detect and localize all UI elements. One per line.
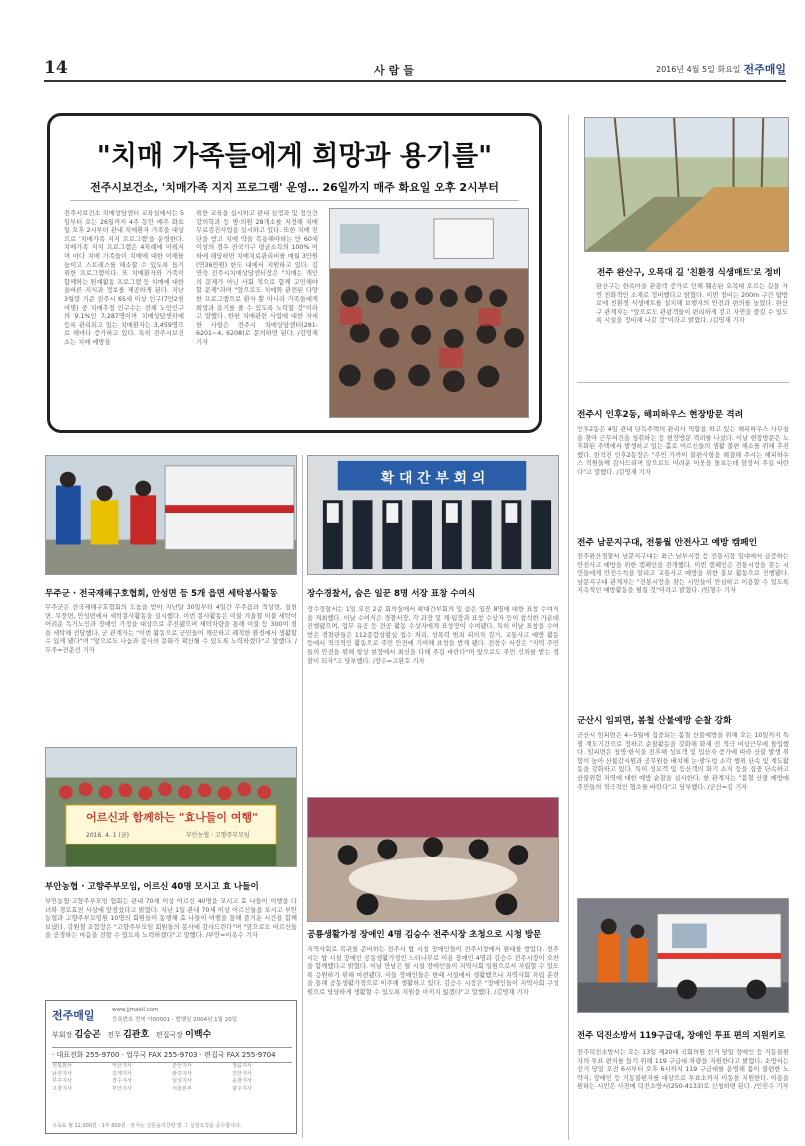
wansan-headline: 전주 완산구, 오목대 길 '친환경 식생매트'로 정비 [597, 268, 782, 278]
muju-headline: 무주군 · 전국재해구호협회, 안성면 등 5개 읍면 세탁봉사활동 [45, 589, 278, 599]
bureau-item: 완주지사 [172, 1070, 193, 1077]
gunsan-body: 군산시 임피면은 4~5월에 집중되는 봄철 산불예방을 위해 오는 10일까지 특별 계도기간으로 정하고 순찰활동을 강화해 화재 전 적극 비상근무에 돌입했다. 임피면은 청명·한식을 전후해 성묘객 및 입산자 증가에 따라 산불 발생 위험이 높아 산불감시원과 공무원을 배치해 논·밭두렁 소각 행위 단속 및 계도활동을 강화하고 있다. 특히 성묘객 및 등산객의 화기 소지 등을 집중 단속하고 산불위험 지역에 대한 예방 순찰을 실시한다. 한 관계자는 "봄철 산불 예방에 주민들의 적극적인 협조를 바란다"고 당부했다. /군산=김 기자 [577, 732, 789, 791]
bureau-item: 정읍지사 [232, 1063, 253, 1069]
namnosan-headline: 전주 남문지구대, 전통월 안전사고 예방 캠페인 [577, 538, 758, 548]
featured-subheadline: 전주시보건소, '치매가족 지지 프로그램' 운영… 26일까지 매주 화요일 오후 2시부터 [90, 181, 499, 194]
bureau-item: 서울본부 [172, 1085, 193, 1092]
masthead-logo: 전주매일 [52, 1009, 95, 1022]
bureau-item: 순창지사 [232, 1078, 253, 1084]
bureau-item: 전북본사 [52, 1063, 73, 1069]
bureau-item: 진안지사 [232, 1070, 253, 1077]
editor-label: 편집국장 [155, 1031, 183, 1039]
masthead-staff [52, 1027, 211, 1040]
featured-article [47, 113, 542, 433]
featured-body-col1: 전주시보건소 치매상담센터 교육실에서는 5일부터 오는 26일까지 4주 동안 매주 화요일 오후 2시부터 관내 치매환자 가족을 대상으로 '치매가족 지지 프로그램'을 운영한다. 치매가족 지지 프로그램은 4차례에 이뤄지며 마다 치매 가족들이 치매에 대한 이해를 높이고 스트레스를 해소할 수 있도록 돕기 위한 프로그램이다. 또 치매환자와 가족이 함께하는 원예활동 프로그램 등 치매에 대한 올바른 지식과 정보를 제공하게 된다. 지난 3월말 기준 전주시 65세 이상 인구(7만2천여명) 중 치매추정 인구수는 전체 노인인구의 9.1%인 7,287명이며 치매상담센터에 등록 관리되고 있는 치매환자는 3,459명으로 해마다 증가하고 있다. 특히 전주시보건소는 치매 예방을 [64, 210, 184, 346]
masthead-box [45, 1000, 297, 1134]
bureau-item: 익산지사 [112, 1063, 133, 1069]
inhu-headline: 전주시 인후2동, 해피하우스 현장방문 격려 [577, 410, 744, 420]
jangsu-headline: 장수경찰서, 숨은 일꾼 8명 서장 표창 수여식 [307, 589, 476, 599]
president-label: 전무 [107, 1031, 121, 1039]
masthead-footer: 구독료 월 12,000원 · 1부 600원 · 본지는 신문윤리강령 및 그 실천요강을 준수합니다. [52, 1123, 242, 1129]
president-name: 김관호 [123, 1030, 150, 1040]
column-divider [302, 455, 303, 1138]
mayor-meeting-photo [307, 797, 559, 922]
dangjin-body: 전주덕진소방서는 오는 13일 제20대 국회의원 선거 당일 장애인 등 거동불편자의 투표 편의를 돕기 위해 119 구급대 차량을 지원한다고 밝혔다. 소방서는 선거 당일 오전 6시부터 오후 6시까지 119 구급대를 운영해 몸이 불편한 노약자, 장애인 등 거동불편자를 대상으로 투표소까지 이동을 지원한다. 이용을 원하는 시민은 사전에 덕진소방서(250-4133)로 신청하면 된다. /인진수 기자 [577, 1049, 789, 1091]
page-header [44, 58, 786, 82]
bureau-item: 군산지사 [172, 1063, 193, 1069]
wansan-body: 완산구는 한옥마을 관광객 증가로 인해 훼손된 오목대 오르는 길을 자연 친화적인 소재로 정비했다고 밝혔다. 이번 정비는 200m 구간 탐방로에 친환경 식생매트를 설치해 보행자의 안전과 편의를 높였다. 완산구 관계자는 "앞으로도 관광객들이 편리하게 걷고 자연을 즐길 수 있도록 시설을 정비해 나갈 것"이라고 밝혔다. /김영재 기자 [596, 283, 788, 325]
bureau-item: 장수지사 [112, 1078, 133, 1084]
ambulance-photo [577, 898, 789, 1013]
page-number: 14 [44, 58, 68, 78]
featured-body-col2: 위한 교육을 실시하고 관내 심정과 및 정신건강의학과 등 병·의원 28개소를 지정해 치매무료검진사업을 실시하고 있다. 또한 치매 진단을 받고 치매 약을 복용해야하는 만 60세 이상의 경우 전국가구 평균소득의 100% 이하에 해당하면 치매치료관리비를 매월 3만원(연36만원) 한도 내에서 지원하고 있다. 김연숙 전주시치매상담센터장은 "치매는 개인의 문제가 아닌 사회 적으로 함께 고민해야 할 문제"라며 "앞으로도 치매와 관련된 다양한 프로그램으로 환자 뿐 아니라 가족들에게 희망과 용기를 줄 수 있도록 노력할 것"이라고 말했다. 한편 치매관련 사업에 대한 자세한 사항은 전주시 치매상담센터(281-6201~4, 6208)로 문의하면 된다. /김영재 기자 [196, 210, 318, 346]
masthead-phones: · 대표전화 255-9700 · 업무국 FAX 255-9703 · 편집국 FAX 255-9704 [52, 1047, 292, 1063]
wansan-path-photo [584, 117, 789, 252]
jangsu-police-photo [307, 455, 559, 575]
bureau-item: 무주지사 [52, 1078, 73, 1084]
divider [70, 200, 519, 201]
buan-body: 부안농협·고향주부모임 협회는 관내 70세 이상 어르신 40명을 모시고 효 나들이 여행을 다녀와 경로효친 사상에 앞장섰다고 밝혔다. 지난 1일 관내 70세 이상 어르신들을 모시고 부안농협과 고향주부모임원 10명의 회원들이 동행해 효 나들이 여행을 통해 즐거운 시간을 함께 보냈다. 강원철 조합장은 "고향주부모임 회원들의 봉사에 감사드린다"며 "앞으로도 어르신들을 공경하는 마음을 전할 수 있도록 노력하겠다"고 말했다. /부안=이옥수 기자 [45, 898, 297, 940]
buan-headline: 부안농협 · 고향주부모임, 어르신 40명 모시고 효 나들이 [45, 882, 259, 892]
bureau-item: 고창지사 [52, 1085, 73, 1092]
featured-headline: "치매 가족들에게 희망과 용기를" [96, 141, 493, 172]
masthead-url: www.jjmaeil.com [112, 1007, 159, 1013]
svg-text:확 대 간 부 회 의: 확 대 간 부 회 의 [380, 470, 486, 487]
muju-laundry-photo [45, 455, 297, 575]
disabled-body: 지역사회로 복귀를 준비하는 전주시 탑 시설 장애인들이 전주시장에서 환대를 받았다. 전주시는 탑 시설 장애인 공동생활가정인 느티나무로 이용 장애인 4명과 김승수 전주시장이 오찬을 함께했다고 밝혔다. 이날 만남은 탈 시설 장애인들이 지역사회 일원으로서 자립할 수 있도록 응원하기 위해 마련됐다. 이들 장애인들은 한때 시설에서 생활했으나 지역사회 자립 훈련을 통해 공동생활가정으로 이주해 생활하고 있다. 김승수 시장은 "장애인들이 지역사회 구성원으로 당당하게 생활할 수 있도록 지원을 아끼지 않겠다"고 말했다. /김영재 기자 [307, 946, 559, 996]
buan-outing-photo [45, 747, 297, 867]
publisher-name: 김승곤 [74, 1030, 101, 1040]
inhu-body: 인후2동은 4일 관내 단독주택의 관리사 역할을 하고 있는 해피하우스 사무실을 찾아 근무여건을 청취하는 등 현장방문 격려를 나섰다. 이날 현장방문은 노후화된 주택에서 발생하고 있는 홀로 어르신들의 생활 불편 해소를 위해 추진했다. 한석진 인후2동장은 "주민 가까이 불편사항을 해결해 주시는 해피하우스 직원들께 감사드리며 앞으로도 어려운 이웃을 돌보는데 앞장서 주길 바란다"고 말했다. /김영재 기자 [577, 426, 789, 476]
column-divider [568, 115, 569, 1140]
divider [577, 382, 789, 383]
dementia-program-photo [329, 208, 529, 418]
bureau-item: 남원지사 [52, 1070, 73, 1077]
bureau-item: 광주지사 [232, 1085, 253, 1092]
section-name: 사람들 [374, 64, 418, 77]
banner-date: 2016. 4. 1 (금) [86, 832, 129, 839]
dangjin-headline: 전주 덕진소방서 119구급대, 장애인 투표 편의 지원키로 [577, 1030, 786, 1040]
editor-name: 이백수 [185, 1030, 212, 1040]
publisher-label: 부회장 [52, 1031, 73, 1039]
jangsu-body: 장수경찰서는 1일 오전 2층 회의실에서 확대간부회의 및 숨은 일꾼 8명에 대한 표창 수여식을 개최했다. 이날 수여식은 경찰서장, 각 과장 및 계·팀장과 표창 수상자 등이 참석한 가운데 진행됐으며, 업무 유공 등 전공 활동 수상자에게 표창장이 수여됐다. 특히 이날 표창을 수여받은 경찰관들은 112종합상황실 접수 처리, 성폭력 범죄 피의자 검거, 교통사고 예방 활동 등에서 적극적인 활동으로 주민 안전에 기여해 표창을 받게 됐다. 전창수 서장은 "지역 주민들의 안전을 위해 항상 현장에서 최선을 다해 주길 바란다"며 앞으로도 주민 신뢰를 받는 경찰이 되자"고 당부했다. /장수=고완호 기자 [307, 606, 559, 665]
issue-date: 2016년 4월 5일 화요일 [656, 65, 741, 74]
masthead-registration: 등록번호 전북 아00001 · 발행일 2004년 1월 20일 [112, 1017, 238, 1023]
bureau-item: 부안지사 [112, 1085, 133, 1092]
bureau-list [52, 1063, 292, 1093]
muju-body: 무주군은 전국재해구호협회의 도움을 받아 지난달 30일부터 4일간 무주읍과 적상면, 설천면, 무풍면, 안성면에서 세탁봉사활동을 실시했다. 이번 봉사활동은 이불 겨울철 이불 세탁이 어려운 독거노인과 장애인 가정을 대상으로 추진됐으며 세탁차량을 통해 이불 등 300여 점을 세탁해 전달했다. 군 관계자는 "이번 활동으로 군민들이 깨끗하고 쾌적한 환경에서 생활할 수 있게 됐다"며 "앞으로도 나눔과 봉사의 문화가 확산될 수 있도록 노력하겠다"고 말했다. /무주=전춘선 기자 [45, 604, 297, 654]
newspaper-brand: 전주매일 [743, 63, 786, 76]
banner-host: 부안농협 · 고향주부모임 [186, 832, 250, 839]
bureau-item: 임실지사 [172, 1078, 193, 1084]
bureau-item: 김제지사 [112, 1070, 133, 1077]
namnosan-body: 전주완산경찰서 남문지구대는 최근 남부시장 등 전통시장 일대에서 급증하는 안전사고 예방을 위한 캠페인을 전개했다. 이번 캠페인은 전통시장을 찾는 시민들에게 안전수칙을 알리고 교통사고 예방을 위한 홍보 활동으로 진행됐다. 남문지구대 관계자는 "전통시장을 찾는 시민들이 안심하고 이용할 수 있도록 지속적인 예방활동을 펼칠 것"이라고 밝혔다. /임형수 기자 [577, 553, 789, 595]
banner-text: 어르신과 함께하는 "효나들이 여행" [86, 811, 258, 824]
disabled-headline: 공룡생활가정 장애인 4명 김승수 전주시장 초청으로 시청 방문 [307, 930, 542, 940]
gunsan-headline: 군산시 임피면, 봄철 산불예방 순찰 강화 [577, 716, 732, 726]
